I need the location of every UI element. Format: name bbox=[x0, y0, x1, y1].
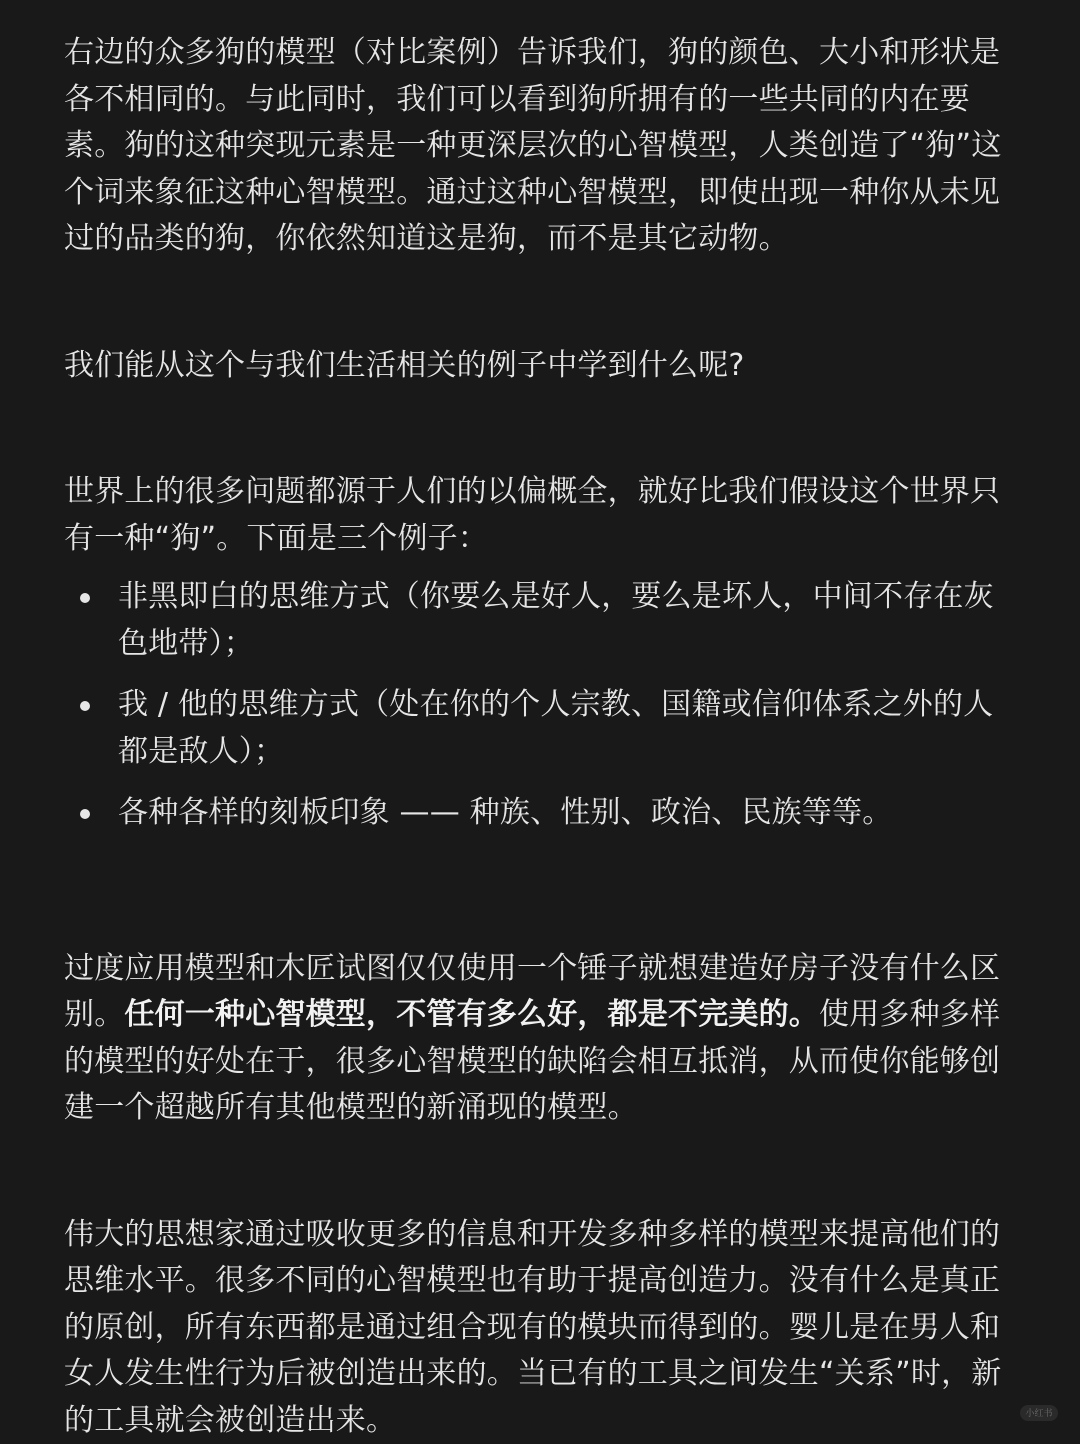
spacer bbox=[64, 1132, 1016, 1212]
bullet-dot-icon bbox=[80, 701, 90, 711]
list-item bbox=[64, 682, 1016, 775]
paragraph-hammer-start: 过度应用模型和木匠试图仅仅使用一个锤子就想建造好房子没有什么区别。 bbox=[64, 951, 1000, 1033]
spacer bbox=[64, 389, 1016, 469]
article-body bbox=[64, 30, 1016, 1444]
paragraph-hammer-end: 使用多种多样的模型的好处在于，很多心智模型的缺陷会相互抵消，从而使你能够创建一个超越所有其他模型的新涌现的模型。 bbox=[64, 997, 1000, 1125]
bullet-dot-icon bbox=[80, 809, 90, 819]
paragraph-hammer-bold: 任何一种心智模型，不管有多么好，都是不完美的。 bbox=[124, 997, 819, 1032]
bullet-dot-icon bbox=[80, 593, 90, 603]
list-item bbox=[64, 790, 1016, 837]
list-item-text: 非黑即白的思维方式（你要么是好人，要么是坏人，中间不存在灰色地带）； bbox=[118, 579, 994, 661]
list-item-text: 我 / 他的思维方式（处在你的个人宗教、国籍或信仰体系之外的人都是敌人）； bbox=[118, 687, 993, 769]
spacer bbox=[64, 263, 1016, 343]
paragraph-hammer bbox=[64, 946, 1016, 1132]
paragraph-thinkers: 伟大的思想家通过吸收更多的信息和开发多种多样的模型来提高他们的思维水平。很多不同的心智模型也有助于提高创造力。没有什么是真正的原创，所有东西都是通过组合现有的模块而得到的。婴儿是在男人和女人发生性行为后被创造出来的。当已有的工具之间发生“关系”时，新的工具就会被创造出来。 bbox=[64, 1212, 1016, 1444]
watermark-logo: 小红书 bbox=[1020, 1405, 1058, 1421]
paragraph-question: 我们能从这个与我们生活相关的例子中学到什么呢? bbox=[64, 343, 1016, 390]
paragraph-dog-models: 右边的众多狗的模型（对比案例）告诉我们，狗的颜色、大小和形状是各不相同的。与此同时，我们可以看到狗所拥有的一些共同的内在要素。狗的这种突现元素是一种更深层次的心智模型，人类创造了“狗”这个词来象征这种心智模型。通过这种心智模型，即使出现一种你从未见过的品类的狗，你依然知道这是狗，而不是其它动物。 bbox=[64, 30, 1016, 263]
spacer bbox=[64, 852, 1016, 946]
list-item-text: 各种各样的刻板印象 —— 种族、性别、政治、民族等等。 bbox=[118, 795, 892, 830]
list-item bbox=[64, 574, 1016, 667]
paragraph-generalization: 世界上的很多问题都源于人们的以偏概全，就好比我们假设这个世界只有一种“狗”。下面是三个例子： bbox=[64, 469, 1016, 562]
examples-list bbox=[64, 574, 1016, 837]
